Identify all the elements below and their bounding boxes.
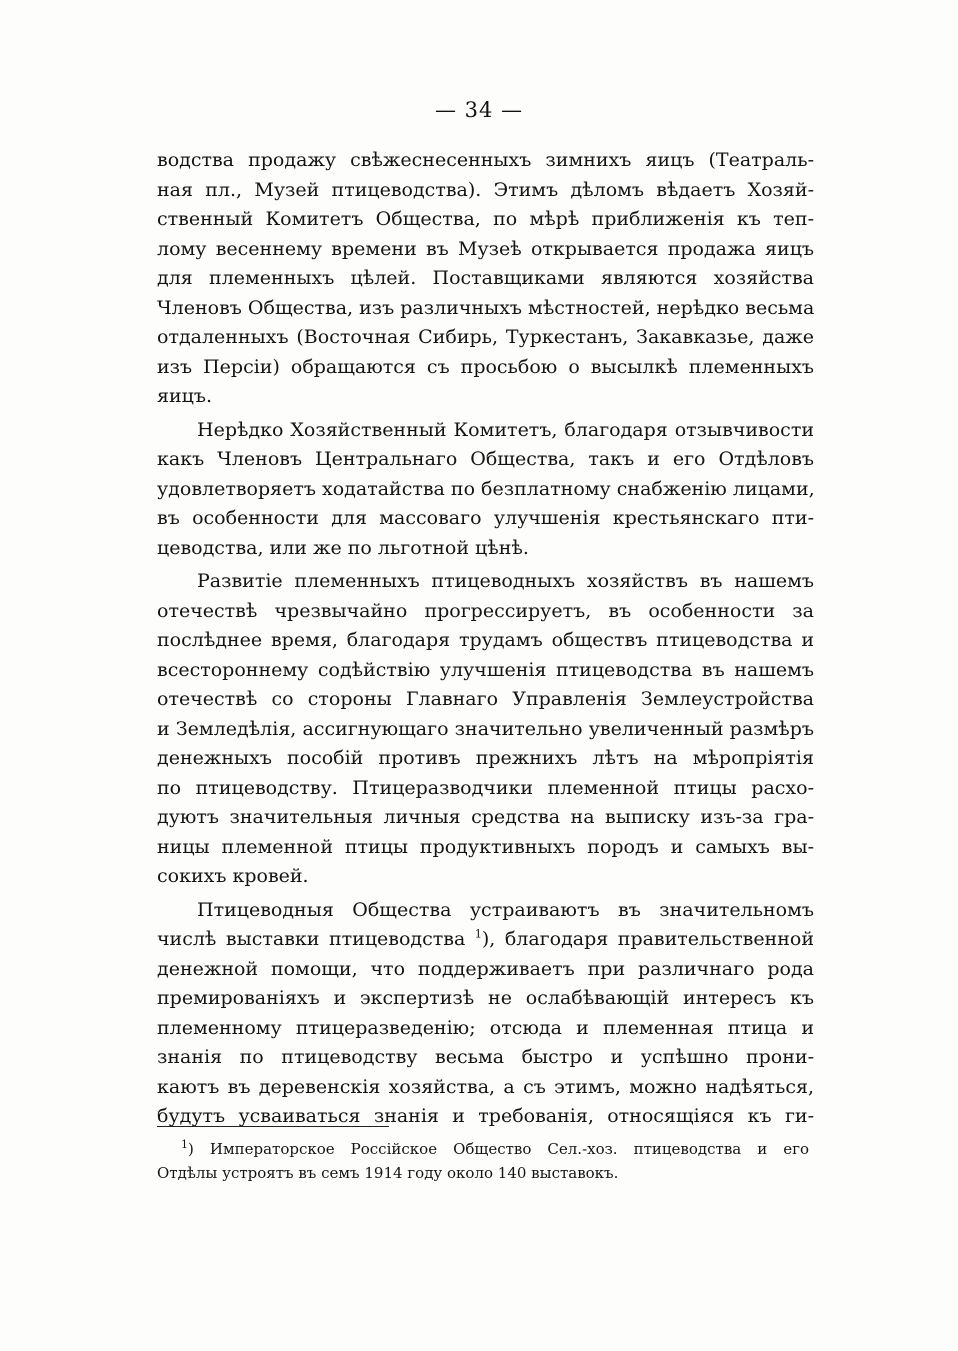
text-fragment: числѣ выставки птицеводства bbox=[157, 928, 466, 950]
text-line: денежныхъ пособій противъ прежнихъ лѣтъ на мѣропріятія bbox=[157, 747, 814, 769]
text-line: сокихъ кровей. bbox=[157, 865, 309, 887]
text-line: Членовъ Общества, изъ различныхъ мѣстностей, нерѣдко весьма bbox=[157, 296, 815, 319]
footnote-line: Отдѣлы устроятъ въ семъ 1914 году около 140 выставокъ. bbox=[157, 1164, 619, 1182]
text-line: и Земледѣлія, ассигнующаго значительно увеличенный размѣръ bbox=[157, 717, 814, 740]
text-line: лому весеннему времени въ Музеѣ открывается продажа яицъ bbox=[157, 237, 814, 260]
body-text bbox=[157, 146, 814, 1136]
text-line: водства продажу свѣжеснесенныхъ зимнихъ яицъ (Театраль- bbox=[157, 149, 814, 171]
text-line: Развитіе племенныхъ птицеводныхъ хозяйствъ въ нашемъ bbox=[197, 570, 814, 592]
footnote-text: ) Императорское Россійское Общество Сел.-хоз. птицеводства и его bbox=[188, 1140, 809, 1158]
text-line: изъ Персіи) обращаются съ просьбою о высылкѣ племенныхъ bbox=[157, 355, 814, 378]
text-line: ницы племенной птицы продуктивныхъ породъ и самыхъ вы- bbox=[157, 835, 814, 858]
text-line: какъ Членовъ Центральнаго Общества, такъ и его Отдѣловъ bbox=[157, 448, 814, 470]
text-line: дуютъ значительныя личныя средства на выписку изъ-за гра- bbox=[157, 806, 814, 828]
text-line: знанія по птицеводству весьма быстро и успѣшно прони- bbox=[157, 1046, 814, 1068]
text-line: удовлетворяетъ ходатайства по безплатному снабженію лицами, bbox=[157, 477, 815, 500]
footnote bbox=[157, 1137, 809, 1185]
text-line: послѣднее время, благодаря трудамъ обществъ птицеводства и bbox=[157, 629, 814, 651]
text-fragment: ), благодаря правительственной bbox=[481, 928, 814, 950]
paragraph-3 bbox=[157, 567, 814, 892]
footnote-line bbox=[157, 1137, 809, 1161]
text-line: по птицеводству. Птицеразводчики племенной птицы расхо- bbox=[157, 776, 814, 799]
text-line: въ особенности для массоваго улучшенія крестьянскаго пти- bbox=[157, 507, 814, 529]
text-line: яицъ. bbox=[157, 385, 212, 407]
text-line: отечествѣ чрезвычайно прогрессируетъ, въ особенности за bbox=[157, 599, 814, 622]
text-line: всестороннему содѣйствію улучшенія птицеводства въ нашемъ bbox=[157, 658, 814, 681]
page-number-header: — 34 — bbox=[434, 98, 524, 122]
paragraph-1 bbox=[157, 146, 814, 412]
paragraph-4 bbox=[157, 896, 814, 1132]
text-line: племенному птицеразведенію; отсюда и племенная птица и bbox=[157, 1016, 814, 1039]
text-line: Нерѣдко Хозяйственный Комитетъ, благодаря отзывчивости bbox=[197, 418, 814, 441]
footnote-reference: 1 bbox=[474, 927, 482, 941]
footnote-divider bbox=[157, 1126, 389, 1127]
text-line: ная пл., Музей птицеводства). Этимъ дѣломъ вѣдаетъ Хозяй- bbox=[157, 178, 814, 201]
text-line: Птицеводныя Общества устраиваютъ въ значительномъ bbox=[197, 898, 814, 921]
text-line: для племенныхъ цѣлей. Поставщиками являются хозяйства bbox=[157, 267, 814, 289]
text-line: отдаленныхъ (Восточная Сибирь, Туркестанъ, Закавказье, даже bbox=[157, 326, 814, 348]
text-line: ственный Комитетъ Общества, по мѣрѣ приближенія къ теп- bbox=[157, 208, 814, 230]
footnote-mark: 1 bbox=[181, 1138, 188, 1151]
text-line: цеводства, или же по льготной цѣнѣ. bbox=[157, 536, 529, 559]
text-line: отечествѣ со стороны Главнаго Управленія Землеустройства bbox=[157, 688, 814, 710]
text-line: каютъ въ деревенскія хозяйства, а съ этимъ, можно надѣяться, bbox=[157, 1075, 814, 1098]
text-line: будутъ усваиваться знанія и требованія, относящіяся къ ги- bbox=[157, 1105, 814, 1127]
text-line: премированіяхъ и экспертизѣ не ослабѣвающій интересъ къ bbox=[157, 987, 814, 1009]
text-line: денежной помощи, что поддерживаетъ при различнаго рода bbox=[157, 957, 814, 980]
paragraph-2 bbox=[157, 416, 814, 564]
text-line-with-footnote-ref bbox=[157, 925, 814, 955]
